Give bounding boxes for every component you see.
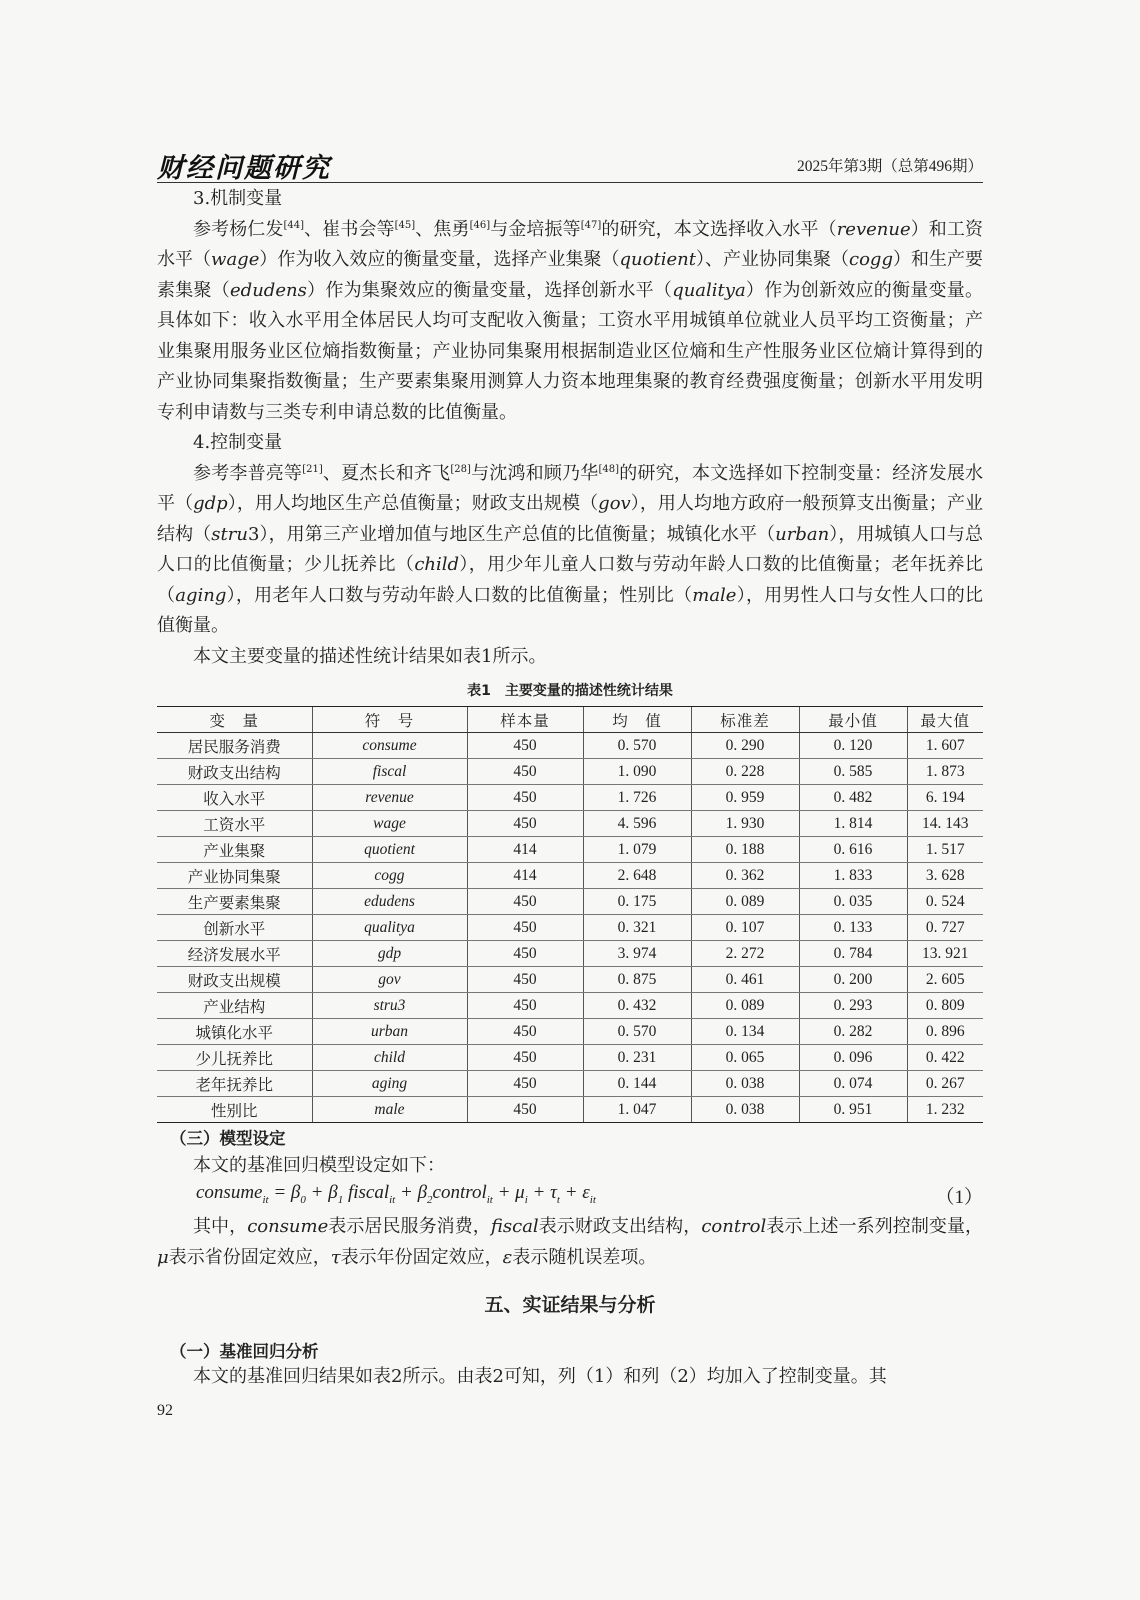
cell-symbol: wage xyxy=(312,811,467,837)
cell-sd: 0. 107 xyxy=(691,915,799,941)
table-row xyxy=(157,811,983,837)
cell-variable: 产业结构 xyxy=(157,993,312,1019)
cell-sd: 0. 038 xyxy=(691,1097,799,1123)
cell-variable: 工资水平 xyxy=(157,811,312,837)
col-header-mean: 均 值 xyxy=(583,707,691,733)
stats-intro: 本文主要变量的描述性统计结果如表1所示。 xyxy=(193,645,547,667)
cell-n: 450 xyxy=(467,915,583,941)
cell-mean: 0. 321 xyxy=(583,915,691,941)
cell-mean: 1. 079 xyxy=(583,837,691,863)
baseline-heading: （一）基准回归分析 xyxy=(170,1342,319,1361)
table-row xyxy=(157,785,983,811)
cell-sd: 0. 959 xyxy=(691,785,799,811)
results-heading: 五、实证结果与分析 xyxy=(484,1294,656,1316)
cell-variable: 收入水平 xyxy=(157,785,312,811)
cell-n: 450 xyxy=(467,941,583,967)
cell-n: 414 xyxy=(467,863,583,889)
table-row xyxy=(157,889,983,915)
cell-min: 1. 814 xyxy=(799,811,907,837)
cell-max: 0. 727 xyxy=(907,915,983,941)
cell-n: 450 xyxy=(467,889,583,915)
table-row xyxy=(157,993,983,1019)
equation-number: （1） xyxy=(935,1187,983,1208)
cell-mean: 2. 648 xyxy=(583,863,691,889)
cell-min: 0. 282 xyxy=(799,1019,907,1045)
cell-sd: 0. 134 xyxy=(691,1019,799,1045)
cell-min: 0. 293 xyxy=(799,993,907,1019)
cell-symbol: fiscal xyxy=(312,759,467,785)
cell-max: 0. 896 xyxy=(907,1019,983,1045)
model-intro-block xyxy=(157,1151,983,1182)
cell-mean: 3. 974 xyxy=(583,941,691,967)
control-heading: 4.控制变量 xyxy=(193,432,283,453)
table-row xyxy=(157,915,983,941)
mechanism-heading: 3.机制变量 xyxy=(193,188,283,209)
table-row xyxy=(157,1097,983,1123)
cell-mean: 0. 570 xyxy=(583,1019,691,1045)
cell-max: 1. 517 xyxy=(907,837,983,863)
cell-max: 3. 628 xyxy=(907,863,983,889)
cell-symbol: revenue xyxy=(312,785,467,811)
cell-sd: 0. 089 xyxy=(691,889,799,915)
cell-symbol: cogg xyxy=(312,863,467,889)
cell-n: 414 xyxy=(467,837,583,863)
cell-sd: 0. 228 xyxy=(691,759,799,785)
cell-mean: 0. 144 xyxy=(583,1071,691,1097)
cell-max: 1. 607 xyxy=(907,733,983,759)
col-header-variable: 变 量 xyxy=(157,707,312,733)
cell-variable: 少儿抚养比 xyxy=(157,1045,312,1071)
table-row xyxy=(157,1071,983,1097)
table-row xyxy=(157,1019,983,1045)
cell-mean: 0. 231 xyxy=(583,1045,691,1071)
cell-variable: 居民服务消费 xyxy=(157,733,312,759)
issue-info: 2025年第3期（总第496期） xyxy=(796,158,983,175)
model-explanation: 其中，consume表示居民服务消费，fiscal表示财政支出结构，control表示上述一系列控制变量，μ表示省份固定效应，τ表示年份固定效应，ε表示随机误差项。 xyxy=(157,1216,984,1268)
cell-symbol: male xyxy=(312,1097,467,1123)
cell-symbol: urban xyxy=(312,1019,467,1045)
cell-min: 0. 133 xyxy=(799,915,907,941)
table-row xyxy=(157,837,983,863)
cell-max: 6. 194 xyxy=(907,785,983,811)
cell-symbol: consume xyxy=(312,733,467,759)
cell-n: 450 xyxy=(467,1071,583,1097)
cell-max: 1. 232 xyxy=(907,1097,983,1123)
cell-max: 0. 422 xyxy=(907,1045,983,1071)
cell-sd: 0. 089 xyxy=(691,993,799,1019)
page-number: 92 xyxy=(157,1402,173,1419)
cell-sd: 0. 362 xyxy=(691,863,799,889)
cell-symbol: quotient xyxy=(312,837,467,863)
col-header-max: 最大值 xyxy=(907,707,983,733)
col-header-n: 样本量 xyxy=(467,707,583,733)
cell-min: 0. 585 xyxy=(799,759,907,785)
model-intro: 本文的基准回归模型设定如下： xyxy=(193,1155,445,1176)
cell-variable: 创新水平 xyxy=(157,915,312,941)
table-row xyxy=(157,759,983,785)
cell-sd: 0. 188 xyxy=(691,837,799,863)
cell-sd: 1. 930 xyxy=(691,811,799,837)
cell-n: 450 xyxy=(467,993,583,1019)
cell-variable: 财政支出规模 xyxy=(157,967,312,993)
cell-variable: 产业集聚 xyxy=(157,837,312,863)
model-heading: （三）模型设定 xyxy=(170,1129,286,1148)
cell-max: 1. 873 xyxy=(907,759,983,785)
cell-mean: 0. 875 xyxy=(583,967,691,993)
cell-mean: 4. 596 xyxy=(583,811,691,837)
descriptive-stats-table xyxy=(157,706,983,1123)
cell-max: 13. 921 xyxy=(907,941,983,967)
upper-body-text xyxy=(157,184,983,672)
cell-min: 0. 482 xyxy=(799,785,907,811)
table-row xyxy=(157,967,983,993)
cell-n: 450 xyxy=(467,785,583,811)
table-body xyxy=(157,733,983,1123)
cell-min: 0. 074 xyxy=(799,1071,907,1097)
header-rule xyxy=(157,182,983,183)
cell-mean: 0. 570 xyxy=(583,733,691,759)
cell-symbol: gov xyxy=(312,967,467,993)
col-header-min: 最小值 xyxy=(799,707,907,733)
cell-variable: 老年抚养比 xyxy=(157,1071,312,1097)
cell-max: 0. 267 xyxy=(907,1071,983,1097)
page-header xyxy=(157,142,983,182)
cell-symbol: aging xyxy=(312,1071,467,1097)
cell-mean: 0. 175 xyxy=(583,889,691,915)
col-header-sd: 标准差 xyxy=(691,707,799,733)
cell-n: 450 xyxy=(467,733,583,759)
table-title: 表1 主要变量的描述性统计结果 xyxy=(467,683,673,699)
table-row xyxy=(157,733,983,759)
cell-n: 450 xyxy=(467,1097,583,1123)
cell-max: 0. 809 xyxy=(907,993,983,1019)
cell-mean: 1. 726 xyxy=(583,785,691,811)
cell-variable: 性别比 xyxy=(157,1097,312,1123)
cell-mean: 1. 090 xyxy=(583,759,691,785)
cell-n: 450 xyxy=(467,967,583,993)
col-header-symbol: 符 号 xyxy=(312,707,467,733)
cell-variable: 生产要素集聚 xyxy=(157,889,312,915)
cell-sd: 0. 038 xyxy=(691,1071,799,1097)
cell-max: 2. 605 xyxy=(907,967,983,993)
cell-mean: 0. 432 xyxy=(583,993,691,1019)
cell-mean: 1. 047 xyxy=(583,1097,691,1123)
cell-min: 1. 833 xyxy=(799,863,907,889)
cell-variable: 财政支出结构 xyxy=(157,759,312,785)
table-header-row xyxy=(157,707,983,733)
baseline-block xyxy=(157,1362,983,1393)
cell-n: 450 xyxy=(467,1045,583,1071)
cell-symbol: qualitya xyxy=(312,915,467,941)
cell-max: 14. 143 xyxy=(907,811,983,837)
cell-n: 450 xyxy=(467,759,583,785)
cell-variable: 产业协同集聚 xyxy=(157,863,312,889)
cell-min: 0. 784 xyxy=(799,941,907,967)
control-paragraph: 参考李普亮等[21]、夏杰长和齐飞[28]与沈鸿和顾乃华[48]的研究，本文选择如下控制变量：经济发展水平（gdp），用人均地区生产总值衡量；财政支出规模（gov），用人均地方政府一般预算支出衡量；产业结构（stru3），用第三产业增加值与地区生产总值的比值衡量；城镇化水平（urban），用城镇人口与总人口的比值衡量；少儿抚养比（child），用少年儿童人口数与劳动年龄人口数的比值衡量；老年抚养比（aging），用老年人口数与劳动年龄人口数的比值衡量；性别比（male），用男性人口与女性人口的比值衡量。 xyxy=(157,462,984,636)
cell-min: 0. 096 xyxy=(799,1045,907,1071)
table-row xyxy=(157,863,983,889)
cell-min: 0. 200 xyxy=(799,967,907,993)
cell-min: 0. 035 xyxy=(799,889,907,915)
table-row xyxy=(157,1045,983,1071)
cell-min: 0. 616 xyxy=(799,837,907,863)
cell-min: 0. 120 xyxy=(799,733,907,759)
cell-n: 450 xyxy=(467,811,583,837)
mechanism-paragraph: 参考杨仁发[44]、崔书会等[45]、焦勇[46]与金培振等[47]的研究，本文选择收入水平（revenue）和工资水平（wage）作为收入效应的衡量变量，选择产业集聚（quotient）、产业协同集聚（cogg）和生产要素集聚（edudens）作为集聚效应的衡量变量，选择创新水平（qualitya）作为创新效应的衡量变量。具体如下：收入水平用全体居民人均可支配收入衡量；工资水平用城镇单位就业人员平均工资衡量；产业集聚用服务业区位熵指数衡量；产业协同集聚用根据制造业区位熵和生产性服务业区位熵计算得到的产业协同集聚指数衡量；生产要素集聚用测算人力资本地理集聚的教育经费强度衡量；创新水平用发明专利申请数与三类专利申请总数的比值衡量。 xyxy=(157,218,984,423)
baseline-paragraph: 本文的基准回归结果如表2所示。由表2可知，列（1）和列（2）均加入了控制变量。其 xyxy=(193,1366,887,1387)
cell-max: 0. 524 xyxy=(907,889,983,915)
cell-min: 0. 951 xyxy=(799,1097,907,1123)
cell-symbol: gdp xyxy=(312,941,467,967)
cell-n: 450 xyxy=(467,1019,583,1045)
table-row xyxy=(157,941,983,967)
cell-sd: 0. 290 xyxy=(691,733,799,759)
cell-variable: 经济发展水平 xyxy=(157,941,312,967)
journal-logo: 财经问题研究 xyxy=(157,153,331,184)
cell-sd: 0. 461 xyxy=(691,967,799,993)
regression-equation: consume$_{it}$ = $\beta_0 + \beta_1$ fiscal$_{it}$ + $\beta_2control_{it} + \mu_i + \tau_t + \varepsilon_{it}$ （1） xyxy=(196,1182,983,1208)
cell-sd: 2. 272 xyxy=(691,941,799,967)
cell-sd: 0. 065 xyxy=(691,1045,799,1071)
model-explanation-block xyxy=(157,1212,983,1273)
cell-symbol: stru3 xyxy=(312,993,467,1019)
cell-symbol: edudens xyxy=(312,889,467,915)
cell-variable: 城镇化水平 xyxy=(157,1019,312,1045)
cell-symbol: child xyxy=(312,1045,467,1071)
